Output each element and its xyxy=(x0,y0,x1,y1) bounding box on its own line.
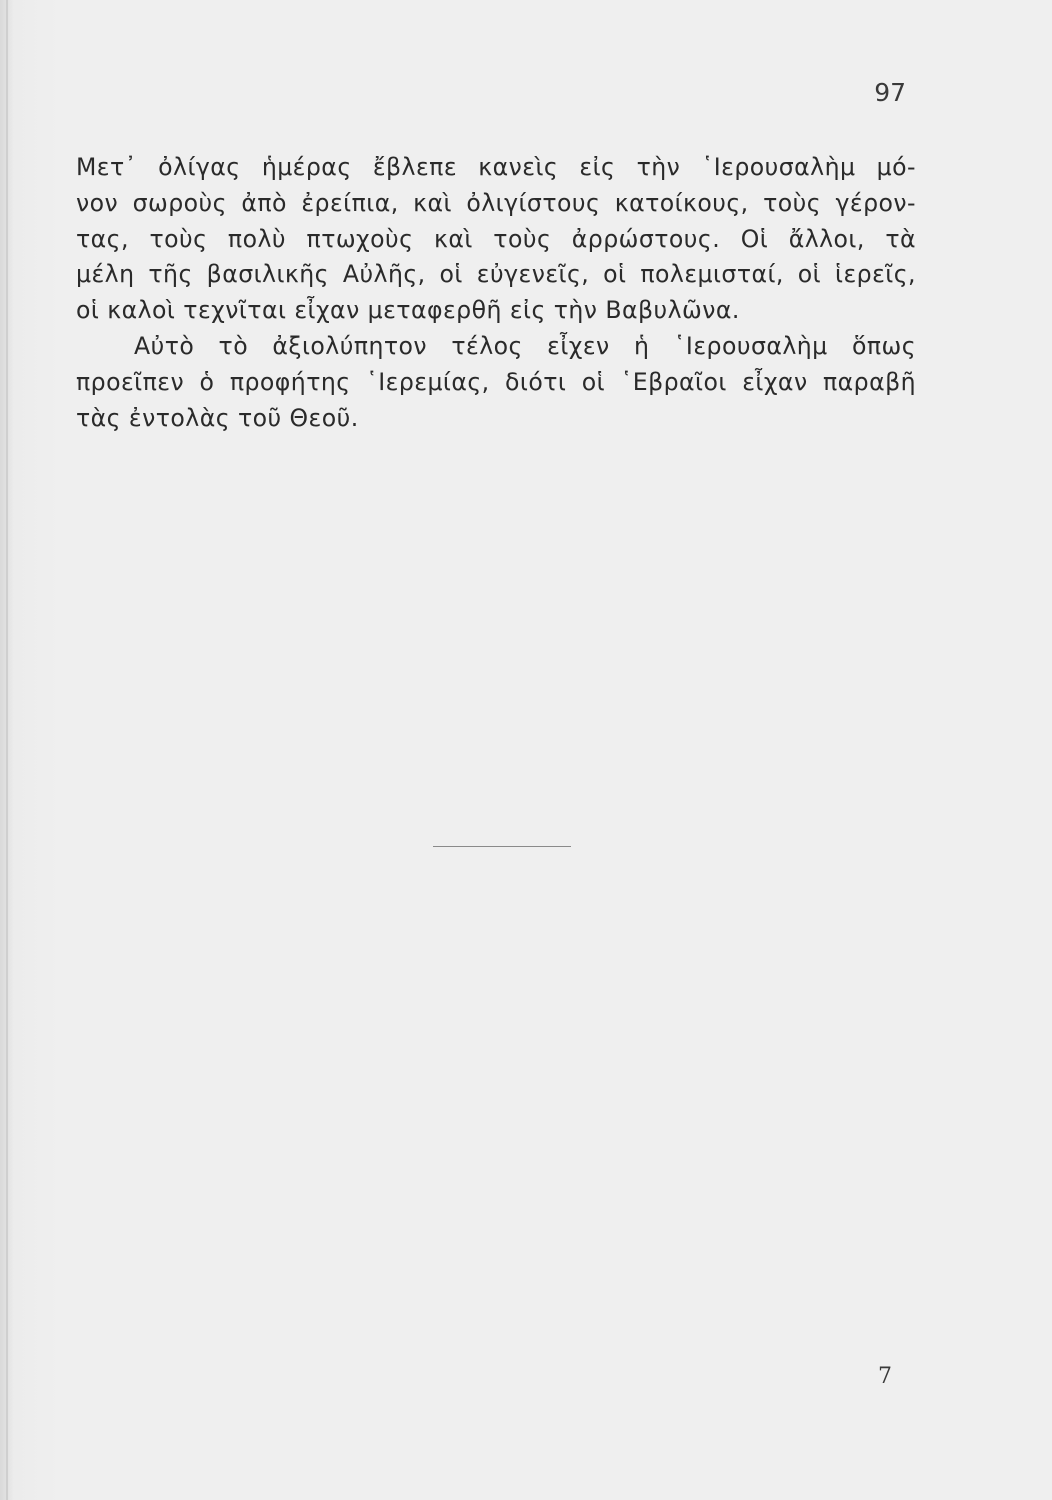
text-line: προεῖπεν ὁ προφήτης ῾Ιερεμίας, διότι οἱ ῾Εβραῖοι εἶχαν παραβῆ xyxy=(76,367,916,396)
text-line: τας, τοὺς πολὺ πτωχοὺς καὶ τοὺς ἀρρώστους. Οἱ ἄλλοι, τὰ xyxy=(76,224,916,253)
paragraph-1 xyxy=(76,150,916,329)
body-text xyxy=(76,150,916,436)
paragraph-2 xyxy=(76,329,916,436)
text-line: Αὐτὸ τὸ ἀξιολύπητον τέλος εἶχεν ἡ ῾Ιερουσαλὴμ ὅπως xyxy=(134,331,916,360)
binding-edge xyxy=(6,0,8,1500)
text-line: νον σωροὺς ἀπὸ ἐρείπια, καὶ ὀλιγίστους κατοίκους, τοὺς γέρον- xyxy=(76,188,916,217)
section-end-rule xyxy=(433,846,571,847)
page-number: 97 xyxy=(874,78,906,107)
signature-mark: 7 xyxy=(878,1364,892,1389)
text-line: μέλη τῆς βασιλικῆς Αὐλῆς, οἱ εὐγενεῖς, οἱ πολεμισταί, οἱ ἱερεῖς, xyxy=(76,260,916,289)
text-line: τὰς ἐντολὰς τοῦ Θεοῦ. xyxy=(76,403,359,432)
text-line: οἱ καλοὶ τεχνῖται εἶχαν μεταφερθῆ εἰς τὴν Βαβυλῶνα. xyxy=(76,296,740,325)
text-line: Μετ᾽ ὀλίγας ἡμέρας ἔβλεπε κανεὶς εἰς τὴν ῾Ιερουσαλὴμ μό- xyxy=(76,153,916,181)
